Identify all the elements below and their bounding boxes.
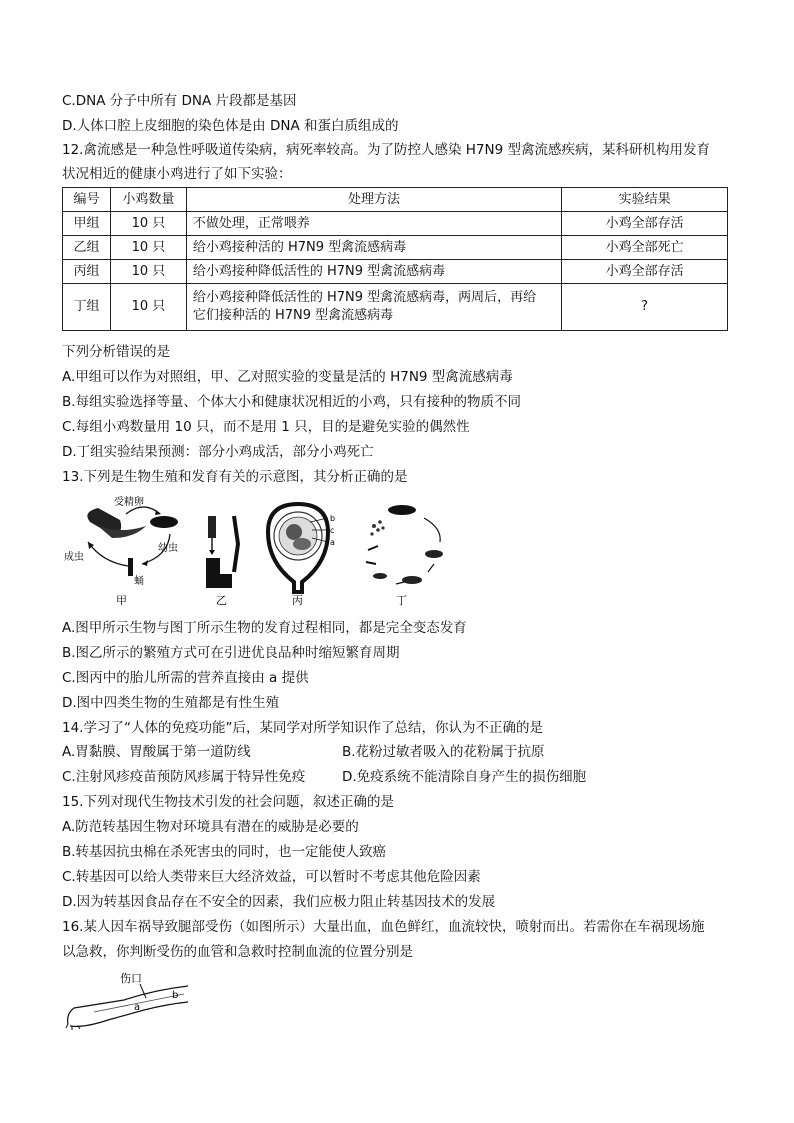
reproduction-figure [62,492,452,610]
label-fertilized-egg: 受精卵 [114,497,144,508]
q13-option-c: C.图丙中的胎儿所需的营养直接由 a 提供 [62,670,309,686]
q14-option-a: A.胃黏膜、胃酸属于第一道防线 [62,744,251,760]
cell-count: 10 只 [110,284,186,331]
cell-method: 不做处理，正常喂养 [186,212,561,236]
q13-option-a: A.图甲所示生物与图丁所示生物的发育过程相同，都是完全变态发育 [62,620,467,636]
header-count: 小鸡数量 [110,188,186,212]
insect-life-cycle-diagram [64,495,178,607]
grafting-diagram [206,516,238,607]
table-row [63,284,728,331]
caption-yi: 乙 [216,594,227,607]
cell-count: 10 只 [110,260,186,284]
cell-result: 小鸡全部存活 [562,260,728,284]
q12-option-c: C.每组小鸡数量用 10 只，而不是用 1 只，目的是避免实验的偶然性 [62,419,470,435]
q13-stem: 13.下列是生物生殖和发育有关的示意图，其分析正确的是 [62,469,408,485]
table-row [63,212,728,236]
q15-option-d: D.因为转基因食品存在不安全的因素，我们应极力阻止转基因技术的发展 [62,894,496,910]
label-wound: 伤口 [120,972,142,985]
cell-group: 乙组 [63,236,111,260]
q12-stem-line2: 状况相近的健康小鸡进行了如下实验： [62,166,292,182]
header-method: 处理方法 [186,188,561,212]
experiment-table [62,187,728,331]
label-position-a: a [134,1002,141,1013]
caption-bing: 丙 [292,594,303,607]
header-result: 实验结果 [562,188,728,212]
leg-wound-figure [64,968,192,1030]
q16-stem-line1: 16.某人因车祸导致腿部受伤（如图所示）大量出血，血色鲜红，血流较快，喷射而出。若需你在车祸现场施 [62,919,705,935]
cell-method: 给小鸡接种活的 H7N9 型禽流感病毒 [186,236,561,260]
header-group: 编号 [63,188,111,212]
cell-group: 甲组 [63,212,111,236]
table-header-row [63,188,728,212]
label-b: b [330,514,336,523]
q14-option-c: C.注射风疹疫苗预防风疹属于特异性免疫 [62,769,306,785]
table-row [63,236,728,260]
label-larva: 幼虫 [158,543,178,554]
q15-option-b: B.转基因抗虫棉在杀死害虫的同时，也一定能使人致癌 [62,844,387,860]
table-row [63,260,728,284]
caption-jia: 甲 [116,594,127,607]
q12-option-a: A.甲组可以作为对照组，甲、乙对照实验的变量是活的 H7N9 型禽流感病毒 [62,369,513,385]
q13-option-d: D.图中四类生物的生殖都是有性生殖 [62,695,280,711]
q12-option-b: B.每组实验选择等量、个体大小和健康状况相近的小鸡，只有接种的物质不同 [62,394,522,410]
q12-option-d: D.丁组实验结果预测：部分小鸡成活，部分小鸡死亡 [62,444,374,460]
caption-ding: 丁 [396,594,407,607]
q12-question: 下列分析错误的是 [62,344,170,360]
q16-stem-line2: 以急救，你判断受伤的血管和急救时控制血流的位置分别是 [62,944,413,960]
cell-method-line2: 它们接种活的 H7N9 型禽流感病毒 [192,308,394,323]
label-position-b: b [172,990,179,1001]
frog-life-cycle-diagram [366,505,443,607]
cell-count: 10 只 [110,236,186,260]
fetus-in-uterus-diagram [268,504,335,607]
label-pupa: 蛹 [134,576,144,587]
q14-option-d: D.免疫系统不能清除自身产生的损伤细胞 [342,769,587,785]
cell-group: 丙组 [63,260,111,284]
q11-option-d: D.人体口腔上皮细胞的染色体是由 DNA 和蛋白质组成的 [62,118,399,134]
cell-group: 丁组 [63,284,111,331]
q14-option-b: B.花粉过敏者吸入的花粉属于抗原 [342,744,545,760]
q12-stem-line1: 12.禽流感是一种急性呼吸道传染病，病死率较高。为了防控人感染 H7N9 型禽流感疾病，某科研机构用发育 [62,142,710,158]
q11-option-c: C.DNA 分子中所有 DNA 片段都是基因 [62,93,297,109]
cell-result: 小鸡全部存活 [562,212,728,236]
q15-option-a: A.防范转基因生物对环境具有潜在的威胁是必要的 [62,819,359,835]
label-adult: 成虫 [64,552,84,563]
q14-stem: 14.学习了“人体的免疫功能”后，某同学对所学知识作了总结，你认为不正确的是 [62,720,543,736]
label-a: a [330,538,335,547]
q15-option-c: C.转基因可以给人类带来巨大经济效益，可以暂时不考虑其他危险因素 [62,869,481,885]
cell-method: 给小鸡接种降低活性的 H7N9 型禽流感病毒 [186,260,561,284]
cell-method-line1: 给小鸡接种降低活性的 H7N9 型禽流感病毒，两周后，再给 [192,290,537,305]
q13-option-b: B.图乙所示的繁殖方式可在引进优良品种时缩短繁育周期 [62,645,400,661]
cell-result: ? [562,284,728,331]
label-c: c [330,526,335,535]
cell-result: 小鸡全部死亡 [562,236,728,260]
cell-count: 10 只 [110,212,186,236]
q15-stem: 15.下列对现代生物技术引发的社会问题，叙述正确的是 [62,794,394,810]
cell-method [186,284,561,331]
